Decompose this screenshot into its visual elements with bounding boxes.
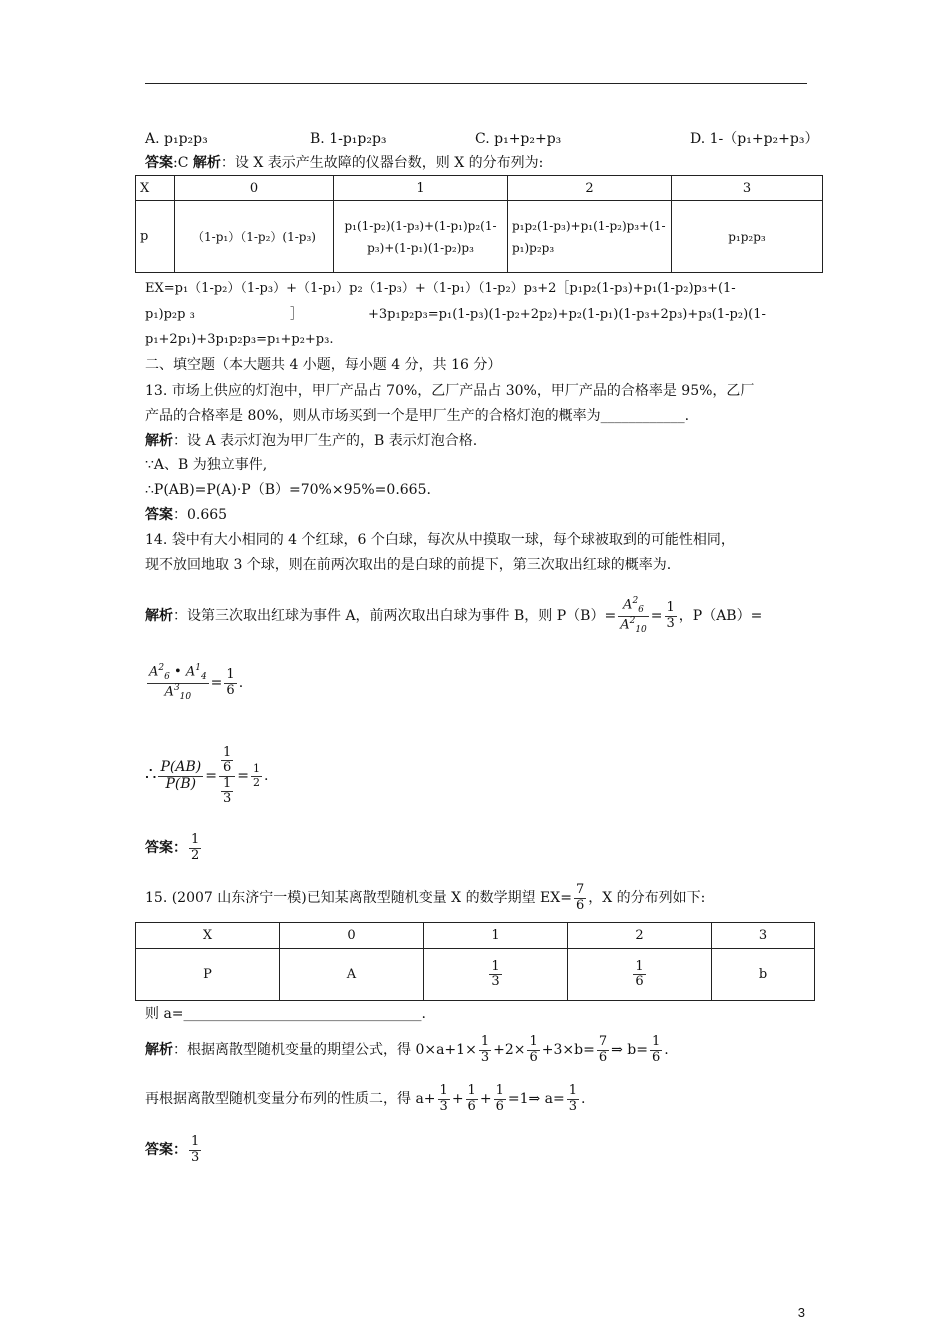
numerator: 7 [598,1034,608,1050]
analysis-text: +3×b= [541,1042,595,1058]
numerator: 1 [635,958,644,974]
q13-answer [145,506,227,524]
table-cell: p₁p₂(1-p₃)+p₁(1-p₂)p₃+(1-p₁)p₂p₃ [508,201,672,273]
one-sixth-fraction [633,960,645,990]
q13-line-1: 13. 市场上供应的灯泡中，甲厂产品占 70%，乙厂产品占 30%，甲厂产品的合格率是 95%，乙厂 [145,383,755,399]
one-sixth-fraction [650,1035,662,1065]
answer-label: 答案 [145,840,173,856]
perm-sup: 3 [173,682,180,693]
one-sixth-fraction [466,1084,478,1114]
table-header-cell: 0 [280,923,424,949]
table-header-cell: X [136,176,175,201]
q14-conclusion-line [145,730,268,821]
q14-line-2: 现不放回地取 3 个球，则在前两次取出的是白球的前提下，第三次取出红球的概率为. [145,557,672,573]
numerator: 1 [480,1034,490,1050]
numerator: 1 [491,958,500,974]
ex-line-1: EX=p₁（1-p₂）（1-p₃）+（1-p₁）p₂（1-p₃）+（1-p₁）（1-p₂）p₃+2［p₁p₂(1-p₃)+p₁(1-p₂)p₃+(1- [145,281,736,296]
table-header-cell: 2 [508,176,672,201]
pb-fraction [618,597,649,636]
perm-symbol: A [623,597,633,613]
q12-answer-line [145,154,543,172]
conditional-fraction [158,760,203,792]
equals-sign: = [237,768,249,784]
q14-analysis [145,588,762,644]
q15-then: 则 a=__________________________________. [145,1006,426,1022]
answer-colon: ： [173,840,187,856]
analysis-text: + [451,1091,464,1107]
denominator: 3 [439,1098,448,1114]
option-c: C. p₁+p₂+p₃ [475,131,562,147]
table-row-label: p [136,201,175,273]
perm-symbol: A [185,664,196,680]
answer-label: 答案 [145,1142,173,1158]
denominator: 6 [598,1049,608,1065]
answer-text: :C [173,155,193,171]
table-header-cell: 1 [424,923,568,949]
denominator: 3 [491,974,500,989]
q15-line-2 [145,1077,585,1121]
option-d: D. 1-（p₁+p₂+p₃） [690,131,819,147]
table-header-cell: 2 [568,923,712,949]
one-third-fraction [438,1084,450,1114]
equals-sign: = [650,608,663,624]
dot-operator: • [174,664,182,680]
table-cell: b [712,949,815,1001]
numerator: 1 [252,762,260,776]
analysis-text: 再根据离散型随机变量分布列的性质二，得 a+ [145,1091,436,1107]
table-cell [568,949,712,1001]
analysis-text: =1⇒ a= [507,1091,565,1107]
q13-therefore: ∴P(AB)=P(A)·P（B）=70%×95%=0.665. [145,482,431,498]
option-b: B. 1-p₁p₂p₃ [310,131,387,147]
denominator: 6 [226,682,235,698]
numerator: P(AB) [160,759,202,776]
q14-answer [145,826,203,870]
answer-label: 答案 [145,155,173,171]
analysis-text: . [581,1091,586,1107]
q12-distribution-table [135,175,823,273]
numerator: 1 [666,600,675,616]
analysis-text: ⇒ b= [611,1042,648,1058]
header-rule [145,83,807,84]
table-header-cell: X [136,923,280,949]
analysis-text: ：设 X 表示产生故障的仪器台数，则 X 的分布列为: [220,155,544,171]
numerator: 1 [191,1134,200,1150]
table-header-cell: 3 [672,176,823,201]
numerator: 1 [439,1083,448,1099]
perm-sub: 6 [638,604,644,615]
table-cell: （1-p₁）（1-p₂）(1-p₃) [175,201,334,273]
denominator: 2 [191,847,200,863]
perm-symbol: A [620,616,630,632]
q13-analysis [145,432,477,450]
ex-line-2c: +3p₁p₂p₃=p₁(1-p₃)(1-p₂+2p₂)+p₂(1-p₁)(1-p₃+2p₃)+p₃(1-p₂)(1- [368,307,766,322]
perm-sub: 6 [164,671,170,682]
q13-line-2: 产品的合格率是 80%，则从市场买到一个是甲厂生产的合格灯泡的概率为____________. [145,408,690,424]
q14-pab-line [145,655,243,711]
q15-line-1 [145,878,705,918]
ex-line-2b: ］ [290,307,304,322]
perm-sub: 4 [200,671,207,682]
analysis-label: 解析 [145,1042,173,1058]
table-cell: p₁(1-p₂)(1-p₃)+(1-p₁)p₂(1-p₃)+(1-p₁)(1-p₂)p₃ [334,201,508,273]
denominator: 3 [666,615,675,631]
table-row-label: P [136,949,280,1001]
numerator: 1 [226,667,235,683]
denominator: P(B) [158,776,203,792]
denominator: 6 [575,897,585,913]
analysis-text: ：设 A 表示灯泡为甲厂生产的，B 表示灯泡合格. [173,433,478,449]
period: . [263,768,269,784]
numerator: 1 [222,744,232,760]
numerator: 1 [651,1034,661,1050]
answer-colon: ： [173,1142,187,1158]
ex-fraction [574,883,586,913]
equals-sign: = [210,675,223,691]
one-third-fraction [489,960,501,990]
q15-text: 15. (2007 山东济宁一模)已知某离散型随机变量 X 的数学期望 EX= [145,890,572,906]
ex-line-2a: p₁)p₂p ₃ [145,307,195,322]
denominator: 6 [222,760,232,776]
answer-label: 答案 [145,507,173,523]
q15-answer [145,1128,203,1172]
equals-sign: = [205,768,217,784]
denominator: 6 [529,1049,538,1065]
numerator: 1 [529,1034,538,1050]
perm-sup: 2 [158,662,165,673]
denominator: 2 [252,775,260,789]
numerator: 1 [568,1083,578,1099]
one-third-fraction [479,1035,491,1065]
one-sixth-fraction [224,668,236,698]
numerator: 7 [575,882,585,898]
denominator: 3 [480,1049,490,1065]
perm-sup: 2 [632,595,639,606]
analysis-text: +2× [493,1042,526,1058]
perm-symbol: A [164,683,174,699]
analysis-label: 解析 [145,608,173,624]
table-cell: p₁p₂p₃ [672,201,823,273]
table-header-cell: 3 [712,923,815,949]
pab-fraction [147,664,209,703]
one-half-fraction [251,763,262,788]
compound-fraction [219,746,235,806]
denominator: 6 [467,1098,476,1114]
analysis-text: + [479,1091,492,1107]
page-number: 3 [797,1305,805,1320]
one-third-fraction [567,1084,579,1114]
denominator: 3 [222,790,232,806]
table-cell: A [280,949,424,1001]
perm-sup: 1 [195,662,201,673]
q13-because: ∵A、B 为独立事件, [145,457,268,473]
denominator: 6 [495,1098,504,1114]
ex-line-3: p₁+2p₁)+3p₁p₂p₃=p₁+p₂+p₃. [145,332,334,347]
numerator: 1 [495,1083,504,1099]
analysis-text: ：根据离散型随机变量的期望公式，得 0×a+1× [173,1042,477,1058]
q15-text: ，X 的分布列如下: [588,890,706,906]
denominator: 6 [635,974,644,989]
one-sixth-fraction [527,1035,539,1065]
denominator: 3 [191,1149,200,1165]
table-header-cell: 1 [334,176,508,201]
therefore-symbol: ∴ [145,764,157,785]
analysis-text: . [664,1042,669,1058]
numerator: 1 [467,1083,476,1099]
q15-distribution-table [135,922,815,1001]
numerator: 1 [191,832,200,848]
analysis-label: 解析 [145,433,173,449]
perm-sub: 10 [635,624,647,635]
one-sixth-fraction [494,1084,506,1114]
analysis-text: ：设第三次取出红球为事件 A，前两次取出白球为事件 B，则 P（B）= [173,608,617,624]
denominator: 3 [568,1098,578,1114]
perm-symbol: A [149,664,159,680]
option-a: A. p₁p₂p₃ [145,131,208,147]
one-third-fraction [665,601,677,631]
pab-text: ，P（AB）= [678,608,763,624]
perm-sup: 2 [629,615,636,626]
q15-analysis [145,1028,669,1072]
q14-line-1: 14. 袋中有大小相同的 4 个红球，6 个白球，每次从中摸取一球，每个球被取到的可能性相同， [145,532,735,548]
table-cell [424,949,568,1001]
numerator: 1 [222,775,232,791]
answer-fraction [189,833,201,863]
denominator: 6 [651,1049,661,1065]
section-heading: 二、填空题（本大题共 4 小题，每小题 4 分，共 16 分） [145,357,502,373]
perm-sub: 10 [179,691,192,702]
table-header-cell: 0 [175,176,334,201]
period: . [238,675,244,691]
answer-text: ：0.665 [173,507,228,523]
answer-fraction [189,1135,201,1165]
ex-fraction [597,1035,609,1065]
analysis-label: 解析 [192,155,221,171]
